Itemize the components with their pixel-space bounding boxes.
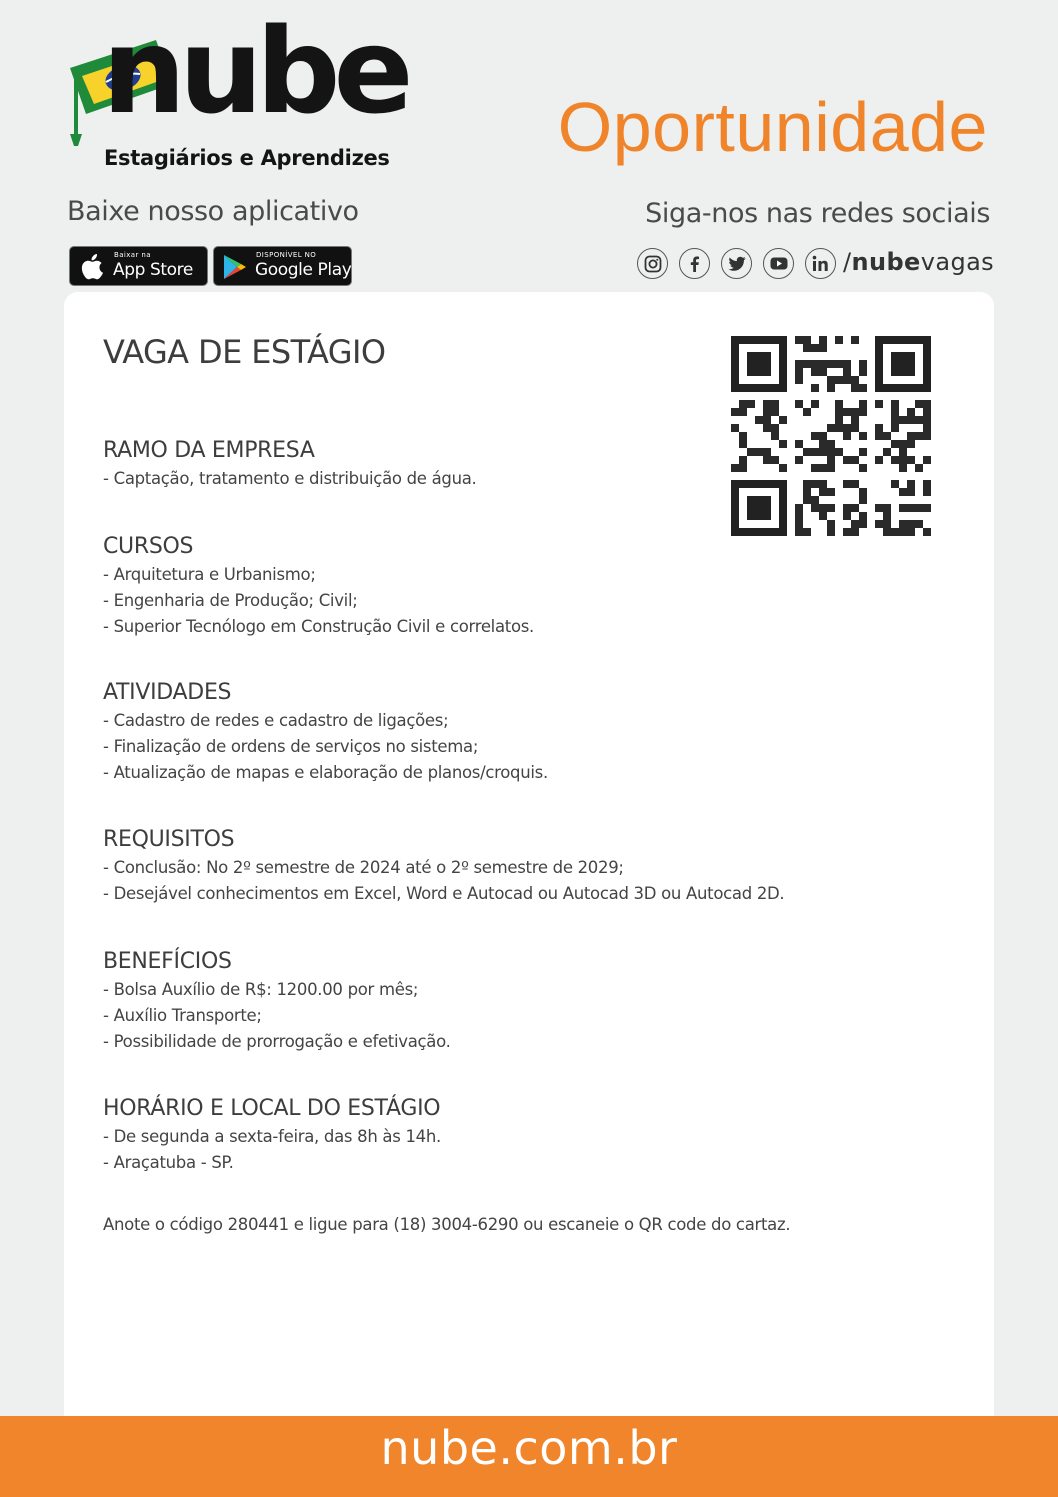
section-item: - Desejável conhecimentos em Excel, Word e Autocad ou Autocad 3D ou Autocad 2D. [103, 884, 785, 903]
section-item: - Atualização de mapas e elaboração de planos/croquis. [103, 763, 548, 782]
linkedin-icon[interactable] [805, 248, 836, 279]
section-item: - Conclusão: No 2º semestre de 2024 até o 2º semestre de 2029; [103, 858, 624, 877]
facebook-icon[interactable] [679, 248, 710, 279]
section-item: - Engenharia de Produção; Civil; [103, 591, 358, 610]
social-label: Siga-nos nas redes sociais [645, 198, 990, 229]
section-heading: ATIVIDADES [103, 680, 232, 705]
section-item: - Auxílio Transporte; [103, 1006, 262, 1025]
gplay-small-label: DISPONÍVEL NO [256, 251, 317, 259]
section-item: - Araçatuba - SP. [103, 1153, 234, 1172]
qr-code-icon[interactable] [731, 336, 931, 536]
handle-prefix: / [843, 248, 852, 276]
instagram-icon[interactable] [637, 248, 668, 279]
appstore-small-label: Baixar na [114, 251, 151, 259]
section-item: - Cadastro de redes e cadastro de ligações; [103, 711, 449, 730]
section-item: - Arquitetura e Urbanismo; [103, 565, 316, 584]
section-ramo [103, 436, 476, 492]
gplay-label: Google Play [255, 260, 352, 280]
google-play-icon [223, 254, 247, 280]
section-item: - Possibilidade de prorrogação e efetivação. [103, 1032, 451, 1051]
section-heading: BENEFÍCIOS [103, 949, 232, 974]
section-beneficios [103, 947, 451, 1055]
youtube-icon[interactable] [763, 248, 794, 279]
app-label: Baixe nosso aplicativo [67, 196, 359, 227]
twitter-icon[interactable] [721, 248, 752, 279]
section-atividades [103, 678, 548, 786]
nube-logo [66, 2, 407, 179]
apple-icon [81, 254, 103, 280]
section-heading: REQUISITOS [103, 827, 235, 852]
section-requisitos [103, 825, 784, 907]
contact-info: Anote o código 280441 e ligue para (18) 3004-6290 ou escaneie o QR code do cartaz. [103, 1215, 791, 1234]
section-item: - De segunda a sexta-feira, das 8h às 14h. [103, 1127, 441, 1146]
section-cursos [103, 532, 534, 640]
handle-rest: vagas [920, 248, 995, 276]
section-item: - Superior Tecnólogo em Construção Civil e correlatos. [103, 617, 534, 636]
headline: Oportunidade [557, 88, 988, 166]
social-handle[interactable] [843, 248, 994, 276]
logo-wordmark: nube [102, 2, 407, 140]
website-link[interactable]: nube.com.br [380, 1421, 678, 1475]
appstore-label: App Store [113, 260, 193, 280]
job-title: VAGA DE ESTÁGIO [103, 333, 386, 371]
section-heading: HORÁRIO E LOCAL DO ESTÁGIO [103, 1096, 441, 1121]
section-item: - Finalização de ordens de serviços no sistema; [103, 737, 479, 756]
google-play-button[interactable] [213, 246, 352, 286]
section-heading: CURSOS [103, 534, 194, 559]
section-horario [103, 1094, 441, 1176]
section-heading: RAMO DA EMPRESA [103, 438, 315, 463]
section-item: - Captação, tratamento e distribuição de água. [103, 469, 477, 488]
app-store-button[interactable] [69, 246, 208, 286]
logo-subtitle: Estagiários e Aprendizes [104, 146, 390, 170]
handle-bold: nube [851, 248, 921, 276]
section-item: - Bolsa Auxílio de R$: 1200.00 por mês; [103, 980, 419, 999]
